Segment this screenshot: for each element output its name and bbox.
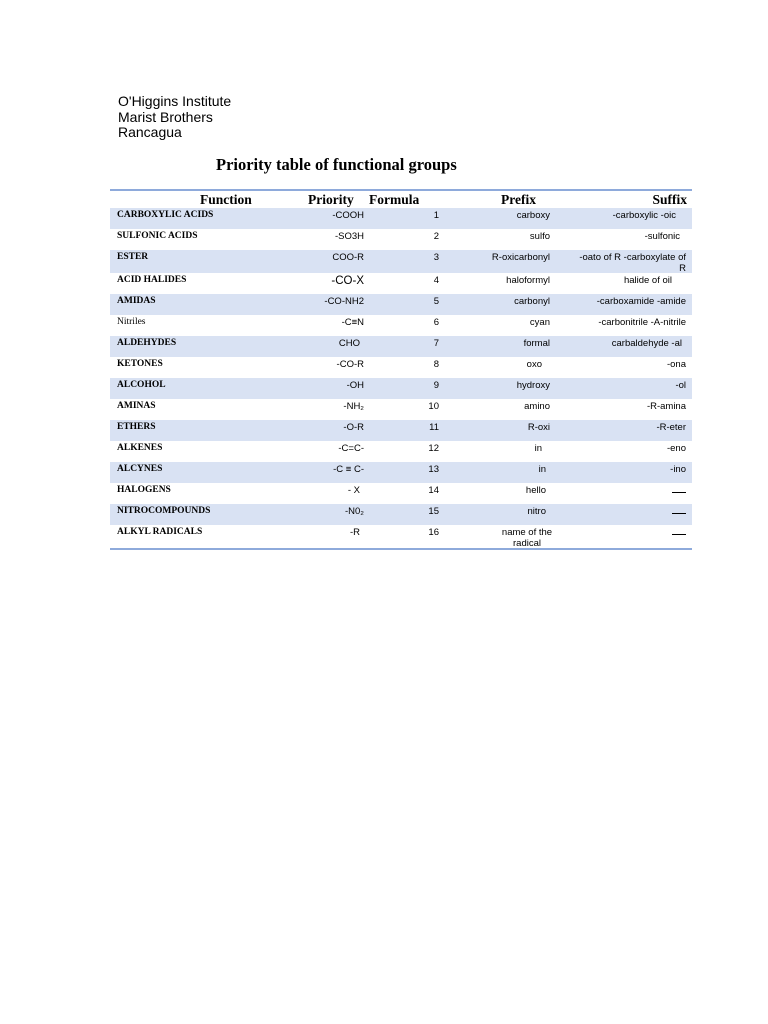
priority-cell: 6 bbox=[433, 317, 439, 328]
function-cell: Nitriles bbox=[117, 317, 146, 327]
priority-cell: 12 bbox=[428, 443, 439, 454]
suffix-cell: -carboxamide -amide bbox=[596, 296, 686, 307]
table-header bbox=[110, 191, 692, 208]
formula-cell: -CO-NH2 bbox=[324, 296, 364, 307]
header-line-city: Rancagua bbox=[118, 124, 182, 140]
suffix-cell: -carboxylic -oic bbox=[612, 210, 676, 221]
col-header-prefix: Prefix bbox=[501, 192, 536, 207]
table-row bbox=[110, 462, 692, 483]
function-cell: SULFONIC ACIDS bbox=[117, 231, 198, 241]
function-cell: ALKYL RADICALS bbox=[117, 527, 203, 537]
table-row bbox=[110, 294, 692, 315]
suffix-cell: -sulfonic bbox=[644, 231, 680, 242]
empty-suffix-dash bbox=[672, 485, 686, 493]
priority-cell: 1 bbox=[433, 210, 439, 221]
formula-cell: -CO-X bbox=[331, 275, 364, 287]
formula-cell: -C=C- bbox=[338, 443, 364, 454]
table-row bbox=[110, 399, 692, 420]
prefix-cell: name of the radical bbox=[501, 527, 553, 549]
priority-cell: 4 bbox=[433, 275, 439, 286]
formula-cell: -R bbox=[349, 527, 360, 538]
prefix-cell: cyan bbox=[529, 317, 550, 328]
header-line-institute: O'Higgins Institute bbox=[118, 93, 232, 109]
function-cell: ALCOHOL bbox=[117, 380, 166, 390]
suffix-cell: carbaldehyde -al bbox=[611, 338, 682, 349]
prefix-cell: R-oxicarbonyl bbox=[491, 252, 550, 263]
prefix-cell: oxo bbox=[526, 359, 542, 370]
table-row bbox=[110, 357, 692, 378]
suffix-cell bbox=[672, 485, 686, 496]
suffix-cell: -eno bbox=[666, 443, 686, 454]
suffix-cell: -ino bbox=[670, 464, 686, 475]
table-row bbox=[110, 504, 692, 525]
table-row bbox=[110, 229, 692, 250]
formula-cell: COO-R bbox=[332, 252, 364, 263]
suffix-cell: -ona bbox=[666, 359, 686, 370]
suffix-cell bbox=[672, 527, 686, 538]
function-cell: HALOGENS bbox=[117, 485, 171, 495]
prefix-cell: in bbox=[534, 443, 542, 454]
formula-cell: -SO3H bbox=[334, 231, 364, 242]
function-cell: NITROCOMPOUNDS bbox=[117, 506, 211, 516]
prefix-cell: carboxy bbox=[516, 210, 550, 221]
prefix-cell: haloformyl bbox=[506, 275, 550, 286]
prefix-cell: amino bbox=[524, 401, 550, 412]
col-header-formula: Formula bbox=[369, 192, 420, 207]
col-header-function: Function bbox=[200, 192, 252, 207]
page-title: Priority table of functional groups bbox=[216, 155, 457, 174]
suffix-cell: -R-amina bbox=[646, 401, 686, 412]
suffix-cell bbox=[672, 506, 686, 517]
priority-cell: 11 bbox=[429, 422, 439, 433]
institution-header bbox=[118, 94, 231, 141]
empty-suffix-dash bbox=[672, 506, 686, 514]
formula-cell: -C≡N bbox=[341, 317, 364, 328]
formula-cell: - X bbox=[347, 485, 360, 496]
table-row bbox=[110, 250, 692, 273]
formula-cell: -C ≡ C- bbox=[333, 464, 364, 475]
formula-cell: -O-R bbox=[343, 422, 364, 433]
function-cell: AMINAS bbox=[117, 401, 156, 411]
priority-cell: 9 bbox=[433, 380, 439, 391]
suffix-cell: -ol bbox=[675, 380, 686, 391]
col-header-priority: Priority bbox=[308, 192, 354, 207]
table-row bbox=[110, 525, 692, 548]
empty-suffix-dash bbox=[672, 527, 686, 535]
header-line-brothers: Marist Brothers bbox=[118, 108, 213, 125]
suffix-cell: -R-eter bbox=[656, 422, 686, 433]
formula-cell: CHO bbox=[338, 338, 360, 349]
suffix-cell: -oato of R -carboxylate of R bbox=[579, 252, 686, 274]
function-cell: AMIDAS bbox=[117, 296, 156, 306]
prefix-cell: nitro bbox=[527, 506, 546, 517]
prefix-cell: formal bbox=[523, 338, 550, 349]
formula-cell: -NH₂ bbox=[343, 401, 364, 412]
formula-cell: -OH bbox=[346, 380, 364, 391]
suffix-cell: -carbonitrile -A-nitrile bbox=[598, 317, 686, 328]
table-bottom-rule bbox=[110, 548, 692, 550]
function-cell: ALDEHYDES bbox=[117, 338, 177, 348]
priority-cell: 10 bbox=[428, 401, 439, 412]
priority-cell: 15 bbox=[428, 506, 439, 517]
priority-table bbox=[110, 189, 692, 550]
col-header-suffix: Suffix bbox=[652, 192, 687, 207]
priority-cell: 5 bbox=[433, 296, 439, 307]
priority-cell: 14 bbox=[428, 485, 439, 496]
function-cell: ALKENES bbox=[117, 443, 163, 453]
function-cell: KETONES bbox=[117, 359, 163, 369]
table-row bbox=[110, 273, 692, 294]
prefix-cell: sulfo bbox=[529, 231, 550, 242]
table-row bbox=[110, 378, 692, 399]
prefix-cell: hydroxy bbox=[516, 380, 550, 391]
priority-cell: 3 bbox=[433, 252, 439, 263]
function-cell: ETHERS bbox=[117, 422, 156, 432]
formula-cell: -N0₂ bbox=[345, 506, 364, 517]
function-cell: ACID HALIDES bbox=[117, 275, 187, 285]
table-row bbox=[110, 315, 692, 336]
prefix-cell: in bbox=[538, 464, 546, 475]
suffix-cell: halide of oil bbox=[623, 275, 672, 286]
function-cell: CARBOXYLIC ACIDS bbox=[117, 210, 214, 220]
table-row bbox=[110, 336, 692, 357]
table-row bbox=[110, 483, 692, 504]
prefix-cell: carbonyl bbox=[514, 296, 550, 307]
table-row bbox=[110, 420, 692, 441]
priority-cell: 8 bbox=[433, 359, 439, 370]
table-row bbox=[110, 208, 692, 229]
priority-cell: 7 bbox=[433, 338, 439, 349]
prefix-cell: hello bbox=[525, 485, 546, 496]
table-row bbox=[110, 441, 692, 462]
priority-cell: 2 bbox=[433, 231, 439, 242]
function-cell: ESTER bbox=[117, 252, 149, 262]
prefix-cell: R-oxi bbox=[527, 422, 550, 433]
function-cell: ALCYNES bbox=[117, 464, 163, 474]
priority-cell: 13 bbox=[428, 464, 439, 475]
priority-cell: 16 bbox=[428, 527, 439, 538]
formula-cell: -CO-R bbox=[336, 359, 364, 370]
formula-cell: -COOH bbox=[332, 210, 364, 221]
